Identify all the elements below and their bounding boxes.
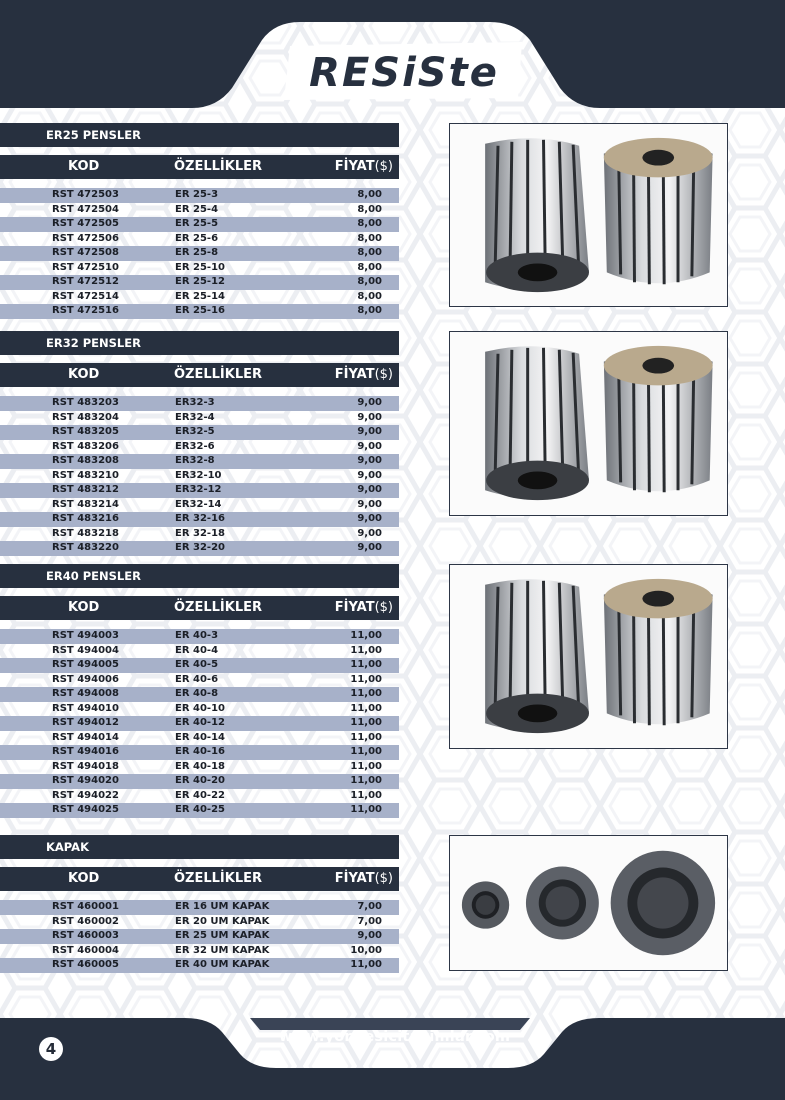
table-row: RST 483203 ER32-3 9,00 bbox=[0, 396, 399, 411]
column-header-ozellikler: ÖZELLİKLER bbox=[174, 367, 263, 382]
table-row: RST 494003 ER 40-3 11,00 bbox=[0, 629, 399, 644]
table-row: RST 472503 ER 25-3 8,00 bbox=[0, 188, 399, 203]
table-row: RST 483210 ER32-10 9,00 bbox=[52, 469, 382, 481]
table-row: RST 472505 ER 25-5 8,00 bbox=[0, 217, 399, 232]
table-row: RST 460004 ER 32 UM KAPAK 10,00 bbox=[52, 944, 382, 956]
table-row: RST 494018 ER 40-18 11,00 bbox=[52, 760, 382, 772]
table-row: RST 494006 ER 40-6 11,00 bbox=[52, 673, 382, 685]
column-header-fiyat: FİYAT($) bbox=[334, 600, 393, 615]
column-header-kod: KOD bbox=[68, 871, 100, 886]
section-title: ER25 PENSLER bbox=[0, 123, 399, 147]
table-row: RST 494005 ER 40-5 11,00 bbox=[0, 658, 399, 673]
section-title: ER40 PENSLER bbox=[0, 564, 399, 588]
table-row: RST 483206 ER32-6 9,00 bbox=[52, 440, 382, 452]
table-row: RST 472516 ER 25-16 8,00 bbox=[0, 304, 399, 319]
table-row: RST 483212 ER32-12 9,00 bbox=[0, 483, 399, 498]
table-row: RST 472512 ER 25-12 8,00 bbox=[0, 275, 399, 290]
column-header-kod: KOD bbox=[68, 600, 100, 615]
column-header-ozellikler: ÖZELLİKLER bbox=[174, 871, 263, 886]
collet-photo-er32 bbox=[449, 331, 728, 516]
table-row: RST 460005 ER 40 UM KAPAK 11,00 bbox=[0, 958, 399, 973]
table-row: RST 494010 ER 40-10 11,00 bbox=[52, 702, 382, 714]
table-header bbox=[0, 867, 399, 891]
table-row: RST 494012 ER 40-12 11,00 bbox=[0, 716, 399, 731]
table-row: RST 494020 ER 40-20 11,00 bbox=[0, 774, 399, 789]
table-header bbox=[0, 363, 399, 387]
section-er40 bbox=[0, 564, 399, 818]
section-er32 bbox=[0, 331, 399, 556]
table-row: RST 494008 ER 40-8 11,00 bbox=[0, 687, 399, 702]
table-row: RST 483208 ER32-8 9,00 bbox=[0, 454, 399, 469]
column-header-fiyat: FİYAT($) bbox=[334, 367, 393, 382]
footer-band bbox=[0, 1010, 785, 1100]
column-header-ozellikler: ÖZELLİKLER bbox=[174, 159, 263, 174]
column-header-fiyat: FİYAT($) bbox=[334, 871, 393, 886]
table-row: RST 472510 ER 25-10 8,00 bbox=[52, 261, 382, 273]
table-row: RST 460002 ER 20 UM KAPAK 7,00 bbox=[52, 915, 382, 927]
table-row: RST 472508 ER 25-8 8,00 bbox=[0, 246, 399, 261]
table-row: RST 494004 ER 40-4 11,00 bbox=[52, 644, 382, 656]
table-row: RST 483205 ER32-5 9,00 bbox=[0, 425, 399, 440]
table-row: RST 483218 ER 32-18 9,00 bbox=[52, 527, 382, 539]
table-header bbox=[0, 596, 399, 620]
table-row: RST 494014 ER 40-14 11,00 bbox=[52, 731, 382, 743]
column-header-ozellikler: ÖZELLİKLER bbox=[174, 600, 263, 615]
website-url: www.yonkesicitakimlar.com bbox=[279, 1029, 511, 1045]
table-row: RST 483216 ER 32-16 9,00 bbox=[0, 512, 399, 527]
table-row: RST 472514 ER 25-14 8,00 bbox=[52, 290, 382, 302]
collet-photo-er25 bbox=[449, 123, 728, 307]
table-row: RST 483204 ER32-4 9,00 bbox=[52, 411, 382, 423]
brand-logo bbox=[282, 40, 527, 102]
section-kapak bbox=[0, 835, 399, 973]
section-title: KAPAK bbox=[0, 835, 399, 859]
column-header-kod: KOD bbox=[68, 367, 100, 382]
section-er25 bbox=[0, 123, 399, 319]
table-row: RST 483220 ER 32-20 9,00 bbox=[0, 541, 399, 556]
svg-text:RESiSte: RESiSte bbox=[309, 50, 499, 96]
table-row: RST 483214 ER32-14 9,00 bbox=[52, 498, 382, 510]
column-header-fiyat: FİYAT($) bbox=[334, 159, 393, 174]
table-row: RST 494022 ER 40-22 11,00 bbox=[52, 789, 382, 801]
table-row: RST 494016 ER 40-16 11,00 bbox=[0, 745, 399, 760]
table-row: RST 472504 ER 25-4 8,00 bbox=[52, 203, 382, 215]
section-title: ER32 PENSLER bbox=[0, 331, 399, 355]
table-row: RST 494025 ER 40-25 11,00 bbox=[0, 803, 399, 818]
column-header-kod: KOD bbox=[68, 159, 100, 174]
table-row: RST 460003 ER 25 UM KAPAK 9,00 bbox=[0, 929, 399, 944]
page-number: 4 bbox=[39, 1037, 63, 1061]
collet-photo-er40 bbox=[449, 564, 728, 749]
table-row: RST 460001 ER 16 UM KAPAK 7,00 bbox=[0, 900, 399, 915]
table-row: RST 472506 ER 25-6 8,00 bbox=[52, 232, 382, 244]
table-header bbox=[0, 155, 399, 179]
nut-photo-kapak bbox=[449, 835, 728, 971]
